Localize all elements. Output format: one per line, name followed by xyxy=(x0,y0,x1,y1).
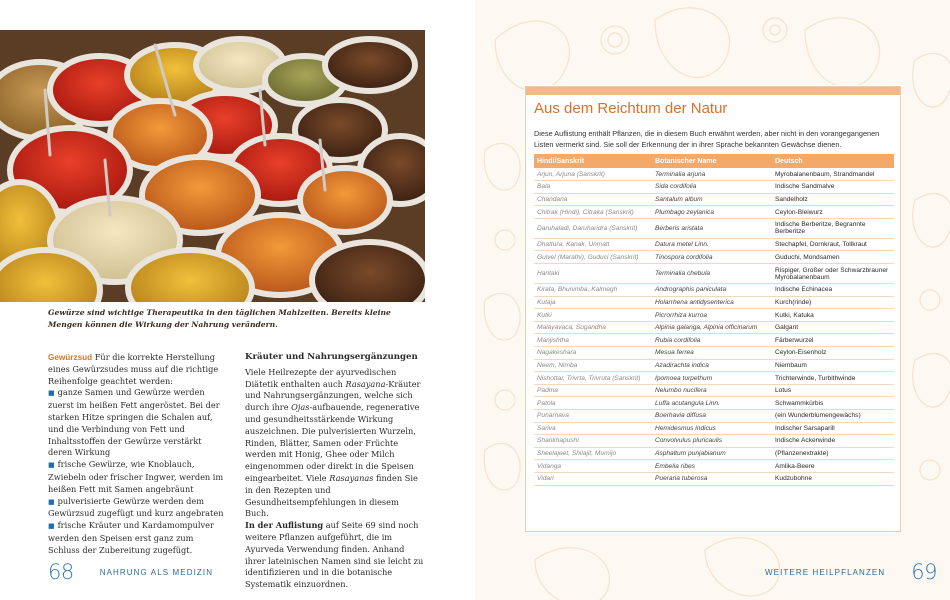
column-header: Deutsch xyxy=(772,154,894,168)
table-row xyxy=(534,384,894,397)
bullet-text: frische Gewürze, wie Knoblauch, Zwiebeln oder frischer Ingwer, werden im heißen Fett mit Samen angebräunt xyxy=(48,459,224,494)
cell-german-name: Indische Echinacea xyxy=(772,284,894,297)
cell-hindi-sanskrit: Daruhaladi, Daruharidra (Sanskrit) xyxy=(534,218,652,238)
cell-german-name: Myrobalanenbaum, Strandmandel xyxy=(772,168,894,181)
cell-german-name: Indische Sandmalve xyxy=(772,181,894,194)
italic-term: Rasayanas xyxy=(329,472,374,483)
table-row xyxy=(534,181,894,194)
table-row xyxy=(534,460,894,473)
cell-hindi-sanskrit: Gulvel (Marathi), Guduci (Sanskrit) xyxy=(534,251,652,264)
spices-photo-illustration xyxy=(0,30,425,302)
table-row xyxy=(534,347,894,360)
cell-german-name: Schwammkürbis xyxy=(772,397,894,410)
table-row xyxy=(534,334,894,347)
cell-botanical-name: Boerhavia diffusa xyxy=(652,410,772,423)
cell-german-name: Indischer Sarsaparill xyxy=(772,422,894,435)
cell-hindi-sanskrit: Kutki xyxy=(534,309,652,322)
cell-hindi-sanskrit: Punarnava xyxy=(534,410,652,423)
cell-botanical-name: Nelumbo nucifera xyxy=(652,384,772,397)
cell-botanical-name: Santalum album xyxy=(652,193,772,206)
bullet-item xyxy=(48,459,226,495)
paragraph-rasayana xyxy=(245,367,425,520)
cell-botanical-name: Andrographis paniculata xyxy=(652,284,772,297)
cell-hindi-sanskrit: Bala xyxy=(534,181,652,194)
text-run: finden Sie in den Rezepten und Gesundheitsempfehlungen in diesem Buch. xyxy=(245,472,418,519)
cell-botanical-name: Hemidesmus indicus xyxy=(652,422,772,435)
cell-botanical-name: Asphaltum punjabianum xyxy=(652,447,772,460)
cell-german-name: Stechapfel, Dornkraut, Tollkraut xyxy=(772,238,894,251)
cell-german-name: Indische Berberitze, Begrannte Berberitze xyxy=(772,218,894,238)
cell-hindi-sanskrit: Kirata, Bhunimba, Kalmegh xyxy=(534,284,652,297)
cell-german-name: (Pflanzenextrakte) xyxy=(772,447,894,460)
cell-hindi-sanskrit: Malayavaca, Sugandha xyxy=(534,321,652,334)
cell-german-name: Trichterwinde, Turbithwinde xyxy=(772,372,894,385)
table-row xyxy=(534,422,894,435)
italic-term: Ojas xyxy=(291,402,310,413)
cell-botanical-name: Azadirachta indica xyxy=(652,359,772,372)
cell-german-name: Amlika-Beere xyxy=(772,460,894,473)
table-row xyxy=(534,168,894,181)
cell-botanical-name: Luffa acutangula Linn. xyxy=(652,397,772,410)
gewuerzsud-intro xyxy=(48,352,226,387)
bullet-item xyxy=(48,387,226,459)
text-column-right xyxy=(245,352,425,591)
table-row xyxy=(534,397,894,410)
running-head-left: NAHRUNG ALS MEDIZIN xyxy=(99,567,214,577)
text-run: Viele Heilrezepte der ayurvedischen Diätetik enthalten auch xyxy=(245,366,397,389)
square-bullet-icon: ■ xyxy=(48,522,55,531)
bullet-text: pulverisierte Gewürze werden dem Gewürzsud zugefügt und kurz angebraten xyxy=(48,495,224,519)
cell-hindi-sanskrit: Patola xyxy=(534,397,652,410)
italic-term: Rasayana xyxy=(345,378,386,389)
bullet-text: frische Kräuter und Kardamompulver werden den Speisen erst ganz zum Schluss der Zubereitung zugefügt. xyxy=(48,520,214,555)
cell-hindi-sanskrit: Dhattura, Kanak, Unmatt xyxy=(534,238,652,251)
keyword-gewuerzsud: Gewürzsud xyxy=(48,353,93,362)
cell-hindi-sanskrit: Arjun, Arjuna (Sanskrit) xyxy=(534,168,652,181)
page-number-left: 68 xyxy=(48,560,74,584)
bullet-text: ganze Samen und Gewürze werden zuerst im heißen Fett angeröstet. Bei der starken Hitze springen die Schalen auf, und die Verbindung von Fett und Inhaltsstoffen der Gewürze verstärkt deren Wirkung xyxy=(48,387,220,458)
cell-hindi-sanskrit: Kutaja xyxy=(534,296,652,309)
section-heading: Kräuter und Nahrungsergänzungen xyxy=(245,352,418,362)
cell-german-name: Galgant xyxy=(772,321,894,334)
square-bullet-icon: ■ xyxy=(48,389,55,398)
cell-hindi-sanskrit: Haritaki xyxy=(534,264,652,284)
cell-botanical-name: Pueraria tuberosa xyxy=(652,472,772,485)
text-column-left xyxy=(48,352,226,557)
table-row xyxy=(534,296,894,309)
table-row xyxy=(534,447,894,460)
cell-hindi-sanskrit: Chitrak (Hindi), Citraka (Sanskrit) xyxy=(534,206,652,219)
table-row xyxy=(534,435,894,448)
bullet-item xyxy=(48,496,226,521)
cell-hindi-sanskrit: Shankhapushi xyxy=(534,435,652,448)
cell-hindi-sanskrit: Vidari xyxy=(534,472,652,485)
table-row xyxy=(534,359,894,372)
column-header: Botanischer Name xyxy=(652,154,772,168)
spices-photo xyxy=(0,30,425,302)
page-number-right: 69 xyxy=(911,560,937,584)
cell-botanical-name: Alpinia galanga, Alpinia officinarum xyxy=(652,321,772,334)
cell-botanical-name: Terminalia chebula xyxy=(652,264,772,284)
cell-botanical-name: Rubia cordifolia xyxy=(652,334,772,347)
table-row xyxy=(534,218,894,238)
running-head-right: WEITERE HEILPFLANZEN xyxy=(765,567,886,577)
cell-german-name: Kutki, Katuka xyxy=(772,309,894,322)
text-run: -Kräuter und Nahrungsergänzungen, welche sich durch ihre xyxy=(245,378,421,413)
cell-hindi-sanskrit: Nagakeshara xyxy=(534,347,652,360)
table-row xyxy=(534,264,894,284)
cell-german-name: Rispiger, Großer oder Schwarzbrauner Myrobalanenbaum xyxy=(772,264,894,284)
footer-right xyxy=(765,560,937,584)
cell-hindi-sanskrit: Sheelajeet, Shilajit, Mumijo xyxy=(534,447,652,460)
cell-botanical-name: Terminalia arjuna xyxy=(652,168,772,181)
box-top-bar xyxy=(526,87,900,95)
cell-german-name: Ceylon-Eisenholz xyxy=(772,347,894,360)
bold-lead: In der Auflistung xyxy=(245,520,324,531)
cell-german-name: Ceylon-Bleiwurz xyxy=(772,206,894,219)
cell-german-name: Kurch(rinde) xyxy=(772,296,894,309)
cell-german-name: Lotus xyxy=(772,384,894,397)
cell-botanical-name: Sida cordifolia xyxy=(652,181,772,194)
info-box xyxy=(525,86,901,532)
cell-botanical-name: Mesua ferrea xyxy=(652,347,772,360)
cell-hindi-sanskrit: Padma xyxy=(534,384,652,397)
photo-caption: Gewürze sind wichtige Therapeutika in den täglichen Mahlzeiten. Bereits kleine Mengen können die Wirkung der Nahrung verändern. xyxy=(48,308,391,329)
cell-botanical-name: Holarrhena antidysenterica xyxy=(652,296,772,309)
table-row xyxy=(534,206,894,219)
cell-german-name: Indische Ackerwinde xyxy=(772,435,894,448)
cell-botanical-name: Plumbago zeylanica xyxy=(652,206,772,219)
cell-botanical-name: Tinospora cordifolia xyxy=(652,251,772,264)
table-row xyxy=(534,251,894,264)
footer-left xyxy=(48,560,213,584)
table-row xyxy=(534,193,894,206)
table-row xyxy=(534,372,894,385)
cell-botanical-name: Embelia ribes xyxy=(652,460,772,473)
text-run: -aufbauende, regenerative und gesundheitsstärkende Wirkung auszeichnen. Die pulverisierten Wurzeln, Rinden, Blätter, Samen oder Früchte werden mit Honig, Ghee oder Milch eingenommen oder direkt in die Speisen eingearbeitet. Viele xyxy=(245,402,420,483)
cell-botanical-name: Datura metel Linn. xyxy=(652,238,772,251)
cell-botanical-name: Picrorrhiza kurroa xyxy=(652,309,772,322)
box-intro: Diese Auflistung enthält Pflanzen, die in diesem Buch erwähnt werden, aber nicht in den vorangegangenen Listen vermerkt sind. Sie soll der Erkennung der in ihrer Sprache bekannten Gewächse dienen. xyxy=(534,129,880,149)
cell-german-name: Kudzubohne xyxy=(772,472,894,485)
cell-german-name: Sandelholz xyxy=(772,193,894,206)
cell-german-name: (ein Wunderblumengewächs) xyxy=(772,410,894,423)
cell-german-name: Färberwurzel xyxy=(772,334,894,347)
right-page xyxy=(475,0,950,600)
table-body xyxy=(534,168,894,485)
box-title: Aus dem Reichtum der Natur xyxy=(534,100,728,117)
text-run: auf Seite 69 sind noch weitere Pflanzen aufgeführt, die im Ayurveda Verwendung finden. Anhand ihrer lateinischen Namen sind sie leicht zu identifizieren und in die botanische Systematik einzuordnen. xyxy=(245,520,424,590)
square-bullet-icon: ■ xyxy=(48,497,55,506)
cell-botanical-name: Berberis aristata xyxy=(652,218,772,238)
plants-table xyxy=(534,154,894,486)
table-row xyxy=(534,238,894,251)
table-header-row xyxy=(534,154,894,168)
table-row xyxy=(534,410,894,423)
column-header: Hindi/Sanskrit xyxy=(534,154,652,168)
cell-german-name: Niembaum xyxy=(772,359,894,372)
bullet-item xyxy=(48,520,226,556)
square-bullet-icon: ■ xyxy=(48,461,55,470)
table-row xyxy=(534,472,894,485)
cell-hindi-sanskrit: Sariva xyxy=(534,422,652,435)
intro-text: Für die korrekte Herstellung eines Gewürzsudes muss auf die richtige Reihenfolge geachtet werden: xyxy=(48,352,219,386)
table-row xyxy=(534,309,894,322)
paragraph-auflistung xyxy=(245,520,425,591)
cell-hindi-sanskrit: Neem, Nimba xyxy=(534,359,652,372)
table-row xyxy=(534,284,894,297)
cell-german-name: Guduchi, Mondsamen xyxy=(772,251,894,264)
cell-hindi-sanskrit: Vidanga xyxy=(534,460,652,473)
table-row xyxy=(534,321,894,334)
cell-botanical-name: Ipomoea turpethum xyxy=(652,372,772,385)
cell-botanical-name: Convolvulus pluricaulis xyxy=(652,435,772,448)
cell-hindi-sanskrit: Nishottar, Trivrta, Trivruta (Sanskrit) xyxy=(534,372,652,385)
cell-hindi-sanskrit: Manjishtha xyxy=(534,334,652,347)
cell-hindi-sanskrit: Chandana xyxy=(534,193,652,206)
